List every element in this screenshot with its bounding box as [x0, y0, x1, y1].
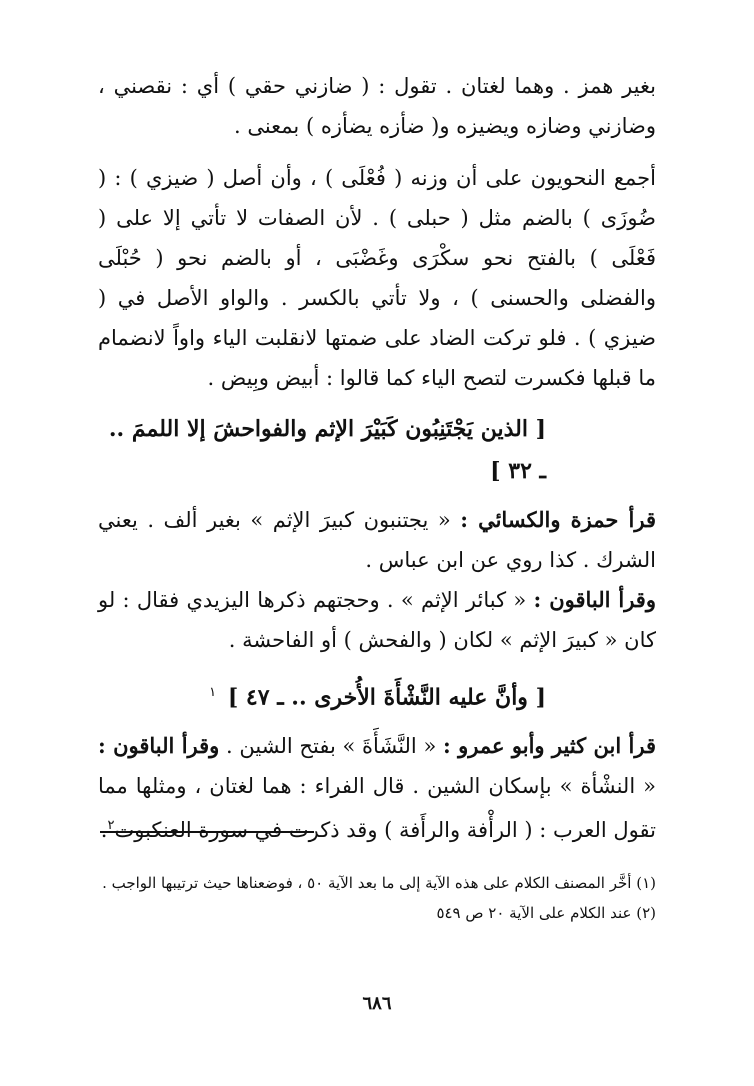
paragraph-reading-others: [98, 580, 656, 660]
footnote-2: (٢) عند الكلام على الآية ٢٠ ص ٥٤٩: [436, 904, 656, 922]
reading-text: « كبائر الإثم » . وحجتهم ذكرها اليزيدي فقال : لو كان « كبيرَ الإثم » لكان ( والفحش ) أو الفاحشة .: [98, 588, 656, 652]
footnote-divider: [100, 831, 314, 833]
reader-name: وقرأ الباقون :: [533, 587, 656, 612]
verse-47-heading: [98, 672, 656, 718]
footnote-1: (١) أخَّر المصنف الكلام على هذه الآية إلى ما بعد الآية ٥٠ ، فوضعناها حيث ترتيبها الواجب .: [102, 874, 656, 892]
paragraph-hamz-note: بغير همز . وهما لغتان . تقول : ( ضازني حقي ) أي : نقصني ، وضازني وضازه ويضيزه و( ضأزه يضأزه ) بمعنى .: [98, 74, 656, 138]
reader-name: قرأ ابن كثير وأبو عمرو :: [443, 733, 656, 759]
reader-name: وقرأ الباقون :: [98, 733, 220, 759]
period: .: [100, 818, 108, 843]
page-number: ٦٨٦: [362, 993, 392, 1014]
reader-name: قرأ حمزة والكسائي :: [460, 507, 656, 532]
reading-text: « النشْأة » بإسكان الشين . قال الفراء : هما لغتان ، ومثلها مما تقول العرب : ( الرأْفة والرأَفة ) وقد ذكرت في سورة العنكبوت: [98, 774, 656, 843]
verse-32-heading: [ الذين يَجْتَنِبُون كَبَيْرَ الإثم والفواحشَ إلا اللممَ .. ـ ٣٢ ]: [108, 416, 546, 484]
paragraph-reading-hamza: [98, 500, 656, 580]
main-text: [98, 66, 656, 850]
reading-text: « النَّشَأَةَ » بفتح الشين .: [226, 734, 437, 759]
footnotes: [98, 868, 656, 928]
footnote-marker: ٢: [107, 818, 115, 834]
footnote-marker: ١: [209, 685, 217, 700]
verse-text: [ وأنَّ عليه النَّشْأَةَ الأُخرى .. ـ ٤٧ ]: [227, 684, 546, 711]
reading-text: « يجتنبون كبيرَ الإثم » بغير ألف . يعني الشرك . كذا روي عن ابن عباس .: [98, 508, 656, 572]
paragraph-grammar-explanation: أجمع النحويون على أن وزنه ( فُعْلَى ) ، وأن أصل ( ضيزي ) : ( ضُوزَى ) بالضم مثل ( حبلى ) . لأن الصفات لا تأتي إلا على ( فَعْلَى ) بالفتح نحو سكْرَى وغَضْبَى ، أو بالضم نحو ( حُبْلَى والفضلى والحسنى ) ، ولا تأتي بالكسر . والواو الأصل في ( ضيزي ) . فلو تركت الضاد على ضمتها لانقلبت الياء واواً لانضمام ما قبلها فكسرت لتصح الياء كما قالوا : أبيض وبِيض .: [98, 166, 656, 390]
